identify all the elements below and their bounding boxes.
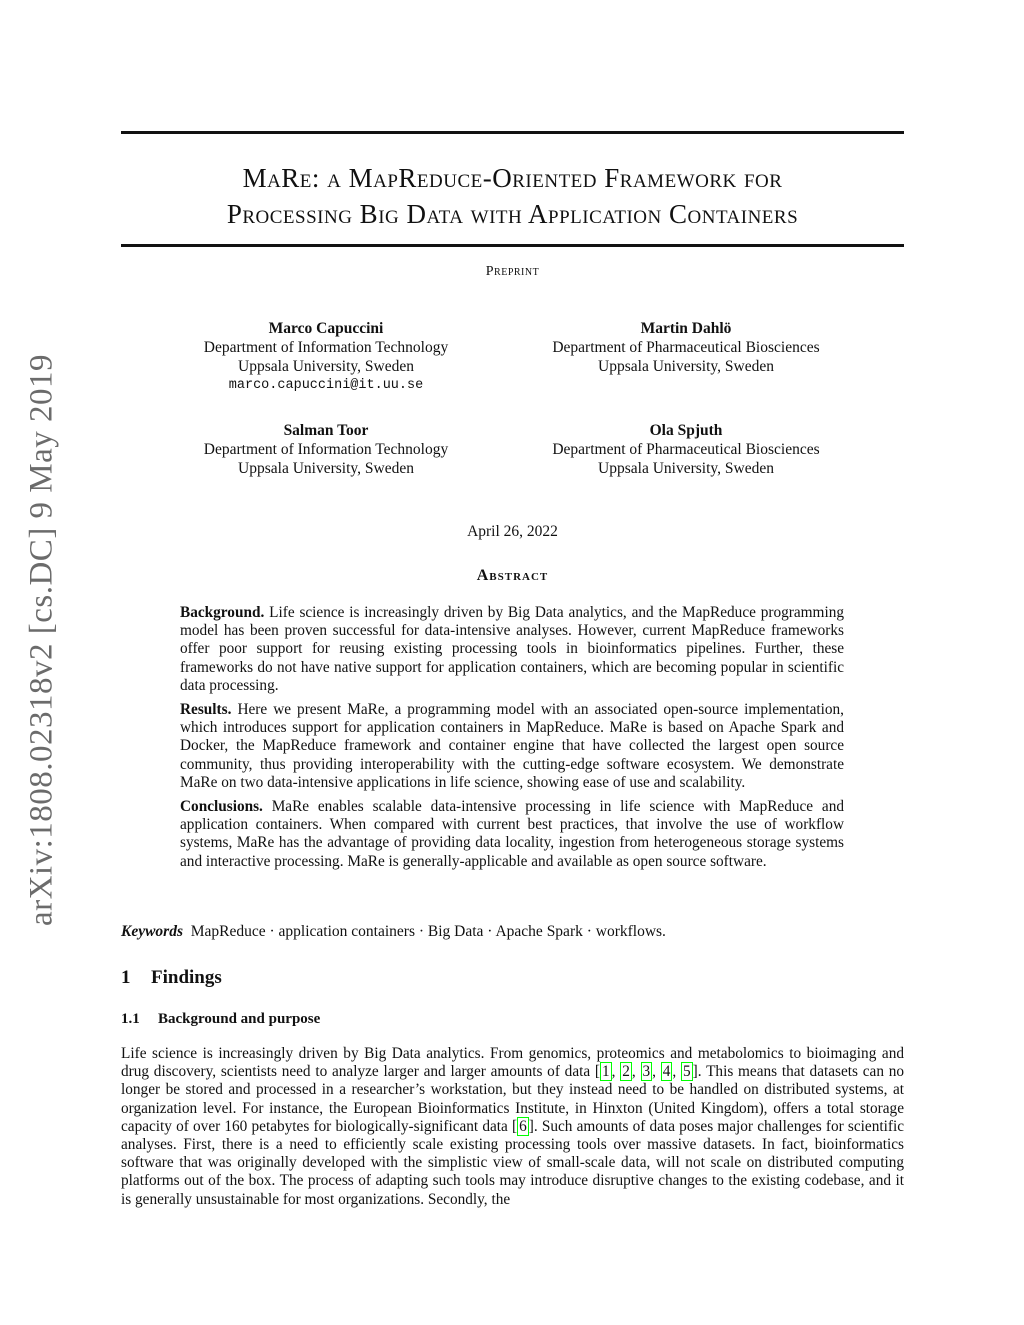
- abstract-background: [180, 604, 844, 695]
- abstract-conclusions: [180, 798, 844, 871]
- citation-link[interactable]: 1: [602, 1063, 610, 1081]
- arxiv-identifier: arXiv:1808.02318v2 [cs.DC] 9 May 2019: [23, 353, 60, 927]
- author-affiliation: Uppsala University, Sweden: [238, 460, 414, 477]
- paper-title: [121, 160, 904, 232]
- keywords-line: [121, 923, 904, 941]
- paper-date: April 26, 2022: [467, 523, 558, 540]
- citation-link[interactable]: 2: [622, 1063, 630, 1081]
- author-name: Marco Capuccini: [268, 320, 384, 337]
- keywords-text: MapReduce · application containers · Big Data · Apache Spark · workflows.: [190, 923, 666, 940]
- body-text-segment: ]. Such amounts of data poses major challenges for scientific analyses. First, there is a need to efficiently scale existing processing tools over massive datasets. In fact, bioinformatics software that was originally developed with the simplistic view of small-scale data, will not scale on distributed computing platforms out of the box. The process of adapting such tools may introduce disruptive changes to the existing codebase, and it is generally unsustainable for most organizations. Secondly, the: [121, 1117, 904, 1208]
- body-text-segment: Life science is increasingly driven by Big Data analytics. From genomics, proteomics and metabolomics to bioimaging and drug discovery, scientists need to analyze larger and larger amounts of data [: [121, 1045, 904, 1081]
- author-department: Department of Pharmaceutical Biosciences: [552, 441, 820, 458]
- author-name: Martin Dahlö: [640, 320, 732, 337]
- section-number: 1: [121, 967, 131, 988]
- title-line-1: MaRe: a MapReduce-Oriented Framework for: [242, 163, 783, 193]
- author-department: Department of Information Technology: [203, 441, 449, 458]
- author-department: Department of Pharmaceutical Biosciences: [552, 339, 820, 356]
- abstract-results-text: Here we present MaRe, a programming model with an associated open-source implementation, which introduces support for application containers in MapReduce. MaRe is based on Apache Spark and Docker, the MapReduce framework and container engine that have collected the largest open source community, thus providing interoperability with the cutting-edge software ecosystem. We demonstrate MaRe on two data-intensive applications in life science, showing ease of use and scalability.: [180, 701, 845, 791]
- citation-link[interactable]: 5: [683, 1063, 691, 1081]
- abstract-results: [180, 701, 844, 792]
- title-bottom-rule: [121, 244, 904, 247]
- title-top-rule: [121, 131, 904, 134]
- author-department: Department of Information Technology: [203, 339, 449, 356]
- author-block-1: [161, 319, 491, 395]
- abstract-results-label: Results.: [180, 701, 232, 719]
- abstract-conclusions-label: Conclusions.: [180, 798, 263, 816]
- author-affiliation: Uppsala University, Sweden: [598, 358, 774, 375]
- citation-link[interactable]: 6: [519, 1117, 527, 1135]
- preprint-label: Preprint: [485, 264, 540, 279]
- abstract-body: [180, 604, 844, 877]
- abstract-background-text: Life science is increasingly driven by Big Data analytics, and the MapReduce programming model has been proven successful for data-intensive analyses. However, current MapReduce frameworks offer poor support for reusing existing processing tools in bioinformatics pipelines. Further, these frameworks do not have native support for application containers, which are becoming popular in scientific data processing.: [180, 604, 844, 694]
- title-line-2: Processing Big Data with Application Containers: [226, 199, 799, 229]
- keywords-label: Keywords: [121, 923, 183, 940]
- abstract-background-label: Background.: [180, 604, 265, 621]
- author-email[interactable]: marco.capuccini@it.uu.se: [228, 378, 424, 393]
- subsection-number: 1.1: [121, 1011, 140, 1027]
- abstract-heading: Abstract: [476, 567, 549, 584]
- author-block-2: [521, 319, 851, 376]
- subsection-title: Background and purpose: [158, 1011, 321, 1027]
- body-paragraph: Life science is increasingly driven by Big Data analytics. From genomics, proteomics and metabolomics to bioimaging and drug discovery, scientists need to analyze larger and larger amounts of data [ 1 , 2 , 3 , 4 , 5 ]. This means that datasets can no longer be stored and processed in a researcher’s workstation, but they instead need to be handled on distributed systems, at organization level. For instance, the European Bioinformatics Institute, in Hinxton (United Kingdom), offers a total storage capacity of over 160 petabytes for biologically-significant data [ 6 ]. Such amounts of data poses major challenges for scientific analyses. First, there is a need to efficiently scale existing processing tools over massive datasets. In fact, bioinformatics software that was originally developed with the simplistic view of small-scale data, will not scale on distributed computing platforms out of the box. The process of adapting such tools may introduce disruptive changes to the existing codebase, and it is generally unsustainable for most organizations. Secondly, the: [121, 1045, 905, 1208]
- body-text-segment: ]. This means that datasets can no longer be stored and processed in a researcher’s workstation, but they instead need to be handled on distributed systems, at organization level. For instance, the European Bioinformatics Institute, in Hinxton (United Kingdom), offers a total storage capacity of over 160 petabytes for biologically-significant data [: [121, 1063, 905, 1135]
- abstract-conclusions-text: MaRe enables scalable data-intensive processing in life science with MapReduce and application containers. When compared with current best practices, that involve the use of workflow systems, MaRe has the advantage of providing data locality, ingestion from heterogeneous storage systems and interactive processing. MaRe is generally-applicable and available as open source software.: [180, 798, 844, 870]
- citation-link[interactable]: 3: [642, 1063, 651, 1081]
- section-heading-findings: [121, 967, 222, 989]
- author-block-4: [521, 421, 851, 478]
- subsection-heading-background: [121, 1011, 320, 1028]
- body-text: [121, 1045, 904, 1209]
- section-title: Findings: [151, 967, 222, 988]
- author-affiliation: Uppsala University, Sweden: [238, 358, 414, 375]
- author-affiliation: Uppsala University, Sweden: [598, 460, 774, 477]
- author-name: Salman Toor: [283, 422, 369, 439]
- author-name: Ola Spjuth: [649, 422, 723, 439]
- citation-link[interactable]: 4: [662, 1063, 671, 1081]
- author-block-3: [161, 421, 491, 478]
